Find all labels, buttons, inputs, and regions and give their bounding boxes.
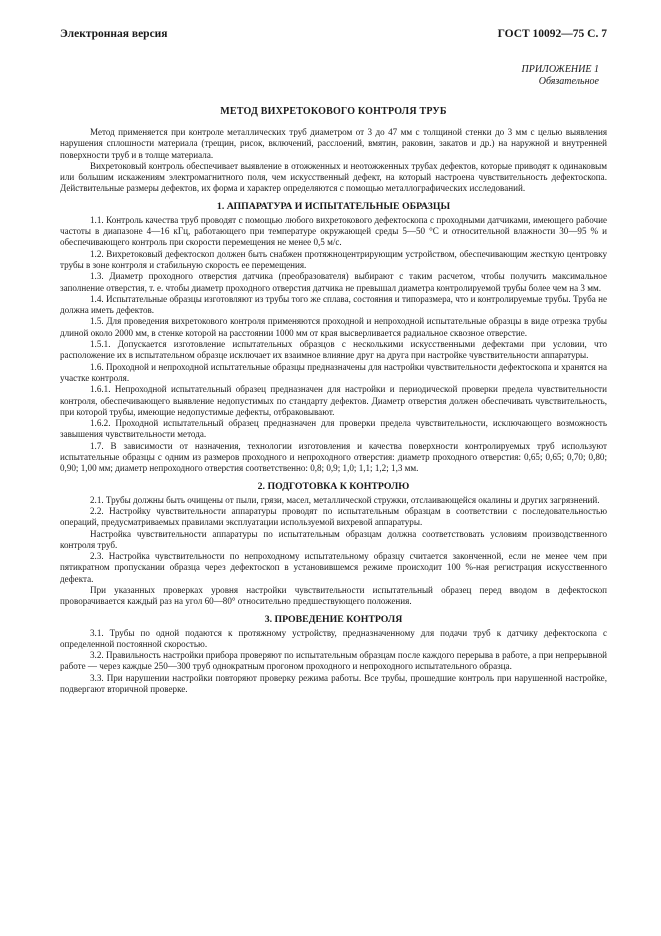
appendix-status: Обязательное xyxy=(538,76,599,87)
section-procedure xyxy=(60,614,607,696)
paragraph: При указанных проверках уровня настройки чувствительности испытательный образец перед вводом в дефектоскоп проворачивается каждый раз на угол 60—80° относительно предшествующего положения. xyxy=(60,584,607,607)
paragraph: 1.6.1. Непроходной испытательный образец предназначен для настройки и периодической проверки предела чувствительности контроля, обеспечивающего выявление недопустимых по стандарту дефектов. Диаметр отверстия должен обеспечивать чувствительность, при которой трубы, имеющие недопустимые дефекты, отбраковывают. xyxy=(60,384,607,417)
section-preparation xyxy=(60,481,607,608)
paragraph: 1.5.1. Допускается изготовление испытательных образцов с несколькими искусственными дефектами при условии, что расположение их в испытательном образце исключает их взаимное влияние друг на друга при настройке чувствительности аппаратуры. xyxy=(60,339,607,361)
document-title: МЕТОД ВИХРЕТОКОВОГО КОНТРОЛЯ ТРУБ xyxy=(220,106,447,117)
paragraph: 1.7. В зависимости от назначения, технологии изготовления и качества поверхности контролируемых труб используют испытательные образцы с одним из размеров проходного и непроходного отверстия: диаметр проходного отверстия: 0,65; 0,65; 0,70; 0,80; 0,90; 1,00 мм; диаметр непроходного отверстия соответственно: 0,8; 0,9; 1,0; 1,1; 1,2; 1,3 мм. xyxy=(60,440,607,474)
electronic-version-label: Электронная версия xyxy=(60,28,168,40)
section-heading: 1. АППАРАТУРА И ИСПЫТАТЕЛЬНЫЕ ОБРАЗЦЫ xyxy=(216,200,451,212)
paragraph: 1.4. Испытательные образцы изготовляют из трубы того же сплава, состояния и типоразмера, что и контролируемые трубы. Труба не должна иметь дефектов. xyxy=(60,293,607,316)
intro-block xyxy=(60,127,607,195)
paragraph: 2.2. Настройку чувствительности аппаратуры проводят по испытательным образцам в соответствии с последовательностью операций, предусматриваемых правилами эксплуатации используемой вихревой аппаратуры. xyxy=(60,505,607,528)
section-equipment xyxy=(60,201,607,475)
paragraph: 1.6.2. Проходной испытательный образец предназначен для проверки предела чувствительности, исключающего возможность завышения чувствительности метода. xyxy=(60,418,607,440)
appendix-label: ПРИЛОЖЕНИЕ 1 xyxy=(521,64,599,75)
paragraph: 1.3. Диаметр проходного отверстия датчика (преобразователя) выбирают с таким расчетом, чтобы получить максимальное заполнение отверстия, т. е. чтобы диаметр проходного отверстия датчика не превышал диаметра контролируемой трубы более чем на 3 мм. xyxy=(60,271,607,293)
paragraph: 3.2. Правильность настройки прибора проверяют по испытательным образцам после каждого перерыва в работе, а при непрерывной работе — через каждые 250—300 труб однократным прогоном проходного и непроходного испытательного образца. xyxy=(60,650,607,672)
paragraph: Настройка чувствительности аппаратуры по испытательным образцам должна соответствовать условиям производственного контроля труб. xyxy=(60,528,607,550)
appendix-block xyxy=(60,64,607,88)
paragraph: 3.1. Трубы по одной подаются к протяжному устройству, предназначенному для подачи труб к датчику дефектоскопа с определенной постоянной скоростью. xyxy=(60,627,607,649)
paragraph: 1.1. Контроль качества труб проводят с помощью любого вихретокового дефектоскопа с проходными датчиками, имеющего рабочие частоты в диапазоне 4—16 кГц, работающего при температуре окружающей среды 5—50 °С и относительной влажности 30—95 % и обеспечивающего контроль при скорости перемещения не менее 0,5 м/с. xyxy=(60,214,607,248)
standard-page-number: ГОСТ 10092—75 С. 7 xyxy=(497,28,607,40)
intro-paragraph: Метод применяется при контроле металлических труб диаметром от 3 до 47 мм с толщиной стенки до 3 мм с целью выявления нарушения сплошности материала (трещин, рисок, включений, расслоений, вмятин, раковин, закатов и др.) на наружной и внутренней поверхности труб и в толще материала. xyxy=(60,127,607,160)
paragraph: 2.1. Трубы должны быть очищены от пыли, грязи, масел, металлической стружки, отслаивающейся окалины и других загрязнений. xyxy=(90,494,600,505)
paragraph: 1.2. Вихретоковый дефектоскоп должен быть снабжен протяжноцентрирующим устройством, обеспечивающим жесткую центровку трубы в зоне контроля и стабильную скорость ее перемещения. xyxy=(60,248,607,270)
paragraph: 3.3. При нарушении настройки повторяют проверку режима работы. Все трубы, прошедшие контроль при нарушенной настройке, подвергают вторичной проверке. xyxy=(60,672,607,695)
section-heading: 3. ПРОВЕДЕНИЕ КОНТРОЛЯ xyxy=(264,613,403,625)
page-header xyxy=(60,28,607,40)
paragraph: 2.3. Настройка чувствительности по непроходному испытательному образцу считается законченной, если не менее чем при пятикратном пропускании образца через дефектоскоп в установившемся режиме происходит 100 %-ная регистрация искусственного дефекта. xyxy=(60,551,607,584)
section-heading: 2. ПОДГОТОВКА К КОНТРОЛЮ xyxy=(257,480,410,492)
intro-paragraph: Вихретоковый контроль обеспечивает выявление в отожженных и неотожженных трубах дефектов, которые приводят к одинаковым или большим искажениям электромагнитного поля, чем искусственный дефект, на который настроена чувствительность дефектоскопа. Действительные размеры дефектов, их форма и характер определяются с помощью металлографических исследований. xyxy=(60,160,607,194)
paragraph: 1.6. Проходной и непроходной испытательные образцы предназначены для настройки чувствительности дефектоскопа и хранятся на участке контроля. xyxy=(60,361,607,383)
paragraph: 1.5. Для проведения вихретокового контроля применяются проходной и непроходной испытательные образцы в виде отрезка трубы длиной около 2000 мм, в стенке которой на расстоянии 1000 мм от края высверливается радиальное сквозное отверстие. xyxy=(60,316,607,338)
